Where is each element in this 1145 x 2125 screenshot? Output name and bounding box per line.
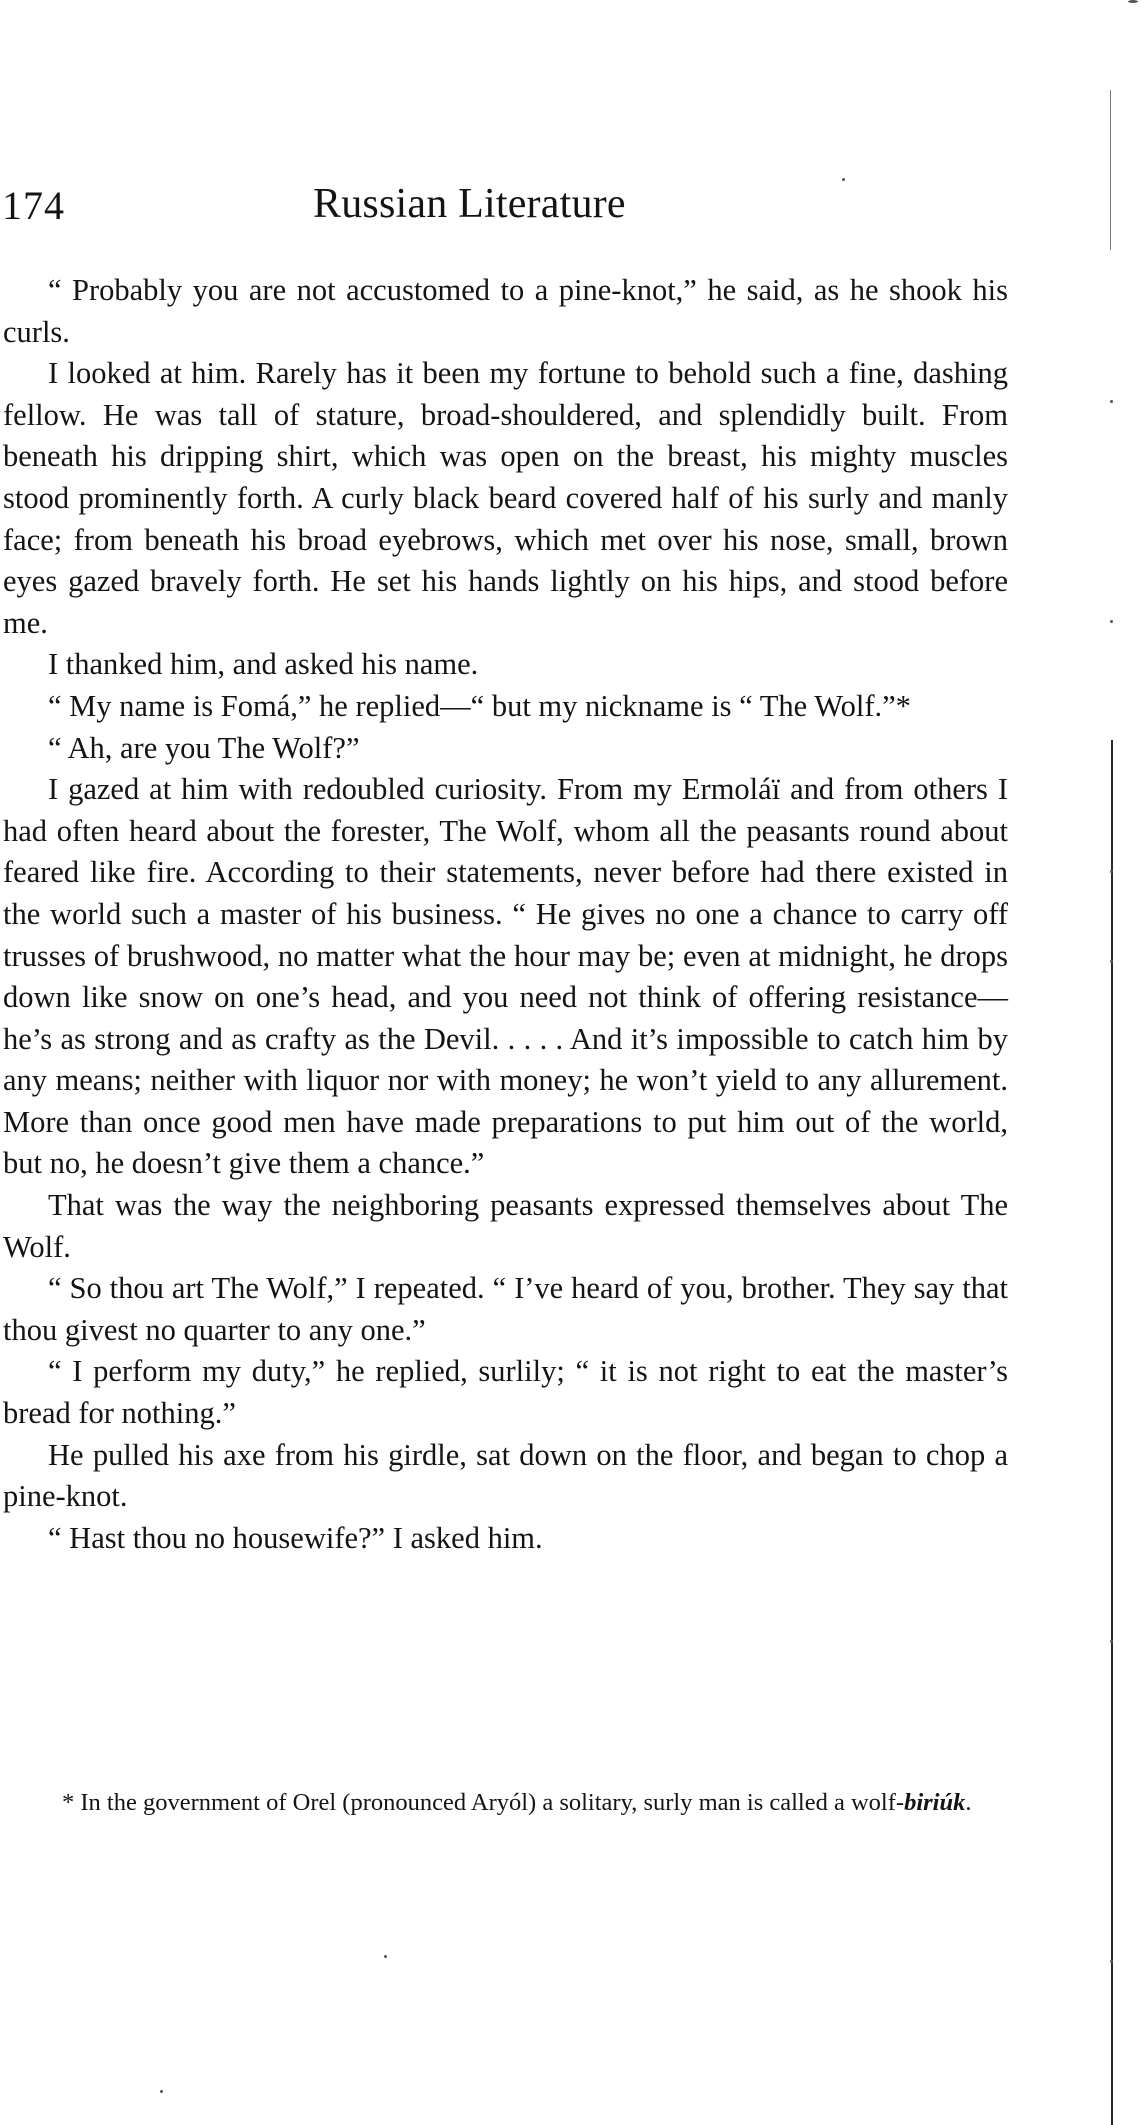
footnote-text: * In the government of Orel (pronounced Aryól) a solitary, surly man is called a wolf- [62,1789,905,1816]
paragraph: “ Ah, are you The Wolf?” [48,730,360,765]
scan-speck [1110,620,1113,623]
gutter-shadow-line-upper [1110,90,1111,250]
scan-speck [1110,960,1113,963]
footnote [14,1790,1014,1816]
scan-speck [160,2090,163,2093]
paragraph: “ Probably you are not accustomed to a pine-knot,” he said, as he shook his curls. [3,273,1008,349]
scan-speck [842,178,845,181]
gutter-shadow-line [1111,740,1113,2125]
scan-speck [1110,400,1113,403]
paragraph: I looked at him. Rarely has it been my fortune to behold such a fine, dashing fellow. He was tall of stature, broad-shouldered, and splendidly built. From beneath his dripping shirt, which was open on the breast, his mighty muscles stood prominently forth. A curly black beard covered half of his surly and manly face; from beneath his broad eyebrows, which met over his nose, small, brown eyes gazed bravely forth. He set his hands lightly on his hips, and stood before me. [3,356,1008,640]
paragraph: “ Hast thou no housewife?” I asked him. [48,1520,543,1555]
page-header [0,180,1010,240]
paragraph: “ My name is Fomá,” he replied—“ but my nickname is “ The Wolf.”* [48,688,911,723]
scan-speck [1110,870,1113,873]
paragraph: That was the way the neighboring peasants expressed themselves about The Wolf. [3,1188,1008,1264]
scan-speck [1128,0,1138,3]
body-text [3,270,1008,1559]
page-number: 174 [2,183,65,228]
footnote-term: biriúk [904,1789,966,1816]
scan-speck [1110,1640,1113,1643]
scan-speck [384,1955,387,1958]
paragraph: I gazed at him with redoubled curiosity. From my Ermoláï and from others I had often heard about the forester, The Wolf, whom all the peasants round about feared like fire. According to their statements, never before had there existed in the world such a master of his business. “ He gives no one a chance to carry off trusses of brushwood, no matter what the hour may be; even at midnight, he drops down like snow on one’s head, and you need not think of offering resistance—he’s as strong and as crafty as the Devil. . . . . And it’s impossible to catch him by any means; neither with liquor nor with money; he won’t yield to any allurement. More than once good men have made preparations to put him out of the world, but no, he doesn’t give them a chance.” [3,772,1008,1181]
running-title: Russian Literature [313,181,626,227]
paragraph: “ I perform my duty,” he replied, surlily; “ it is not right to eat the master’s bread for nothing.” [3,1354,1008,1431]
scan-speck [1110,1960,1113,1963]
footnote-end: . [965,1789,972,1816]
paragraph: “ So thou art The Wolf,” I repeated. “ I’ve heard of you, brother. They say that thou givest no quarter to any one.” [3,1271,1008,1347]
paragraph: He pulled his axe from his girdle, sat down on the floor, and began to chop a pine-knot. [3,1437,1008,1514]
paragraph: I thanked him, and asked his name. [48,647,479,682]
